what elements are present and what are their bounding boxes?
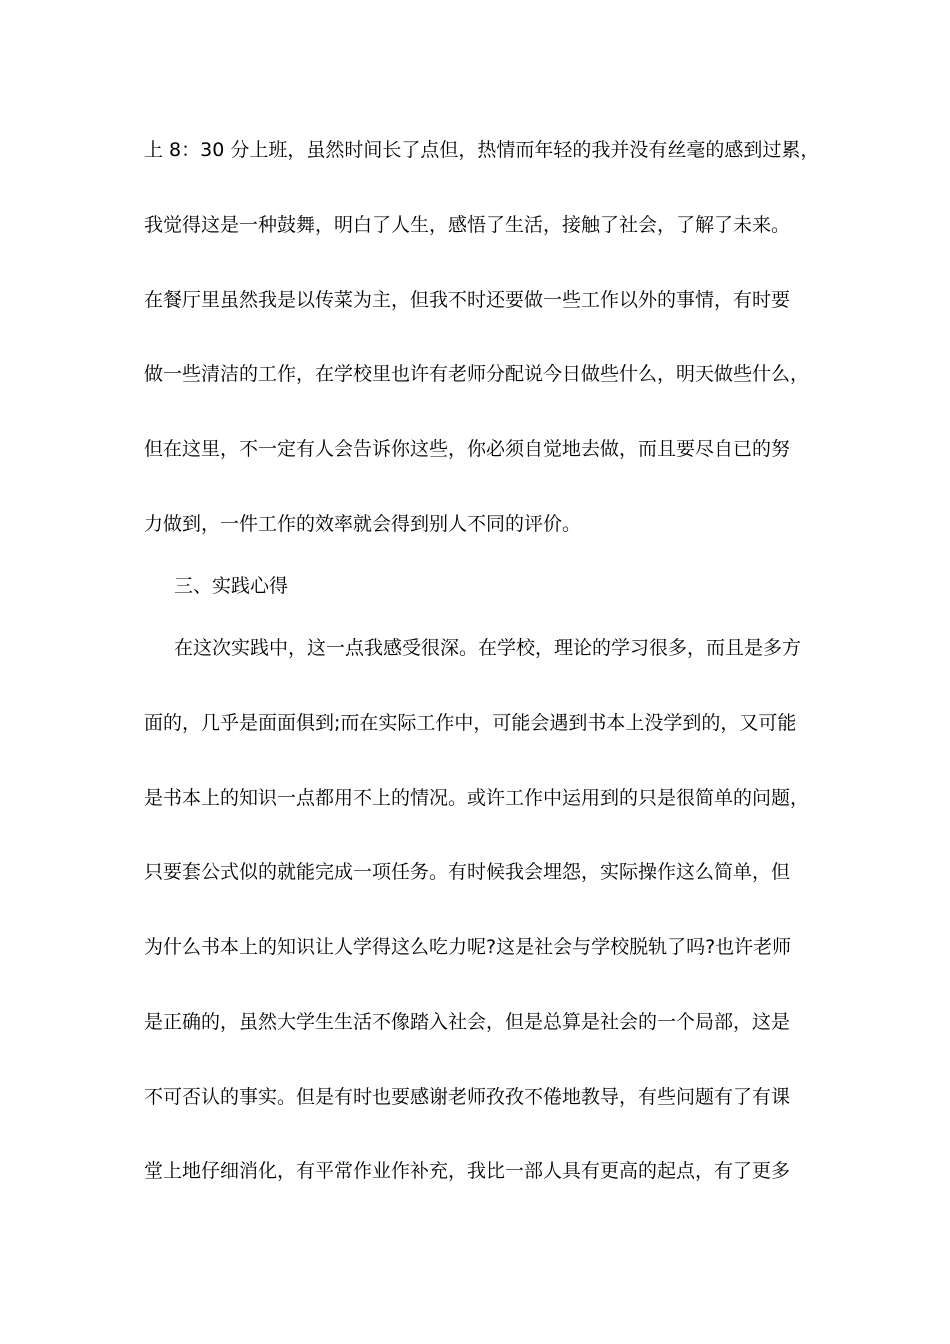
text-line-14: 不可否认的事实。但是有时也要感谢老师孜孜不倦地教导，有些问题有了有课 xyxy=(144,1086,791,1108)
text-line-15: 堂上地仔细消化，有平常作业作补充，我比一部人具有更高的起点，有了更多 xyxy=(144,1160,791,1182)
text-line-11: 只要套公式似的就能完成一项任务。有时候我会埋怨，实际操作这么简单，但 xyxy=(144,861,791,883)
text-line-4: 做一些清洁的工作，在学校里也许有老师分配说今日做些什么，明天做些什么， xyxy=(144,363,810,385)
text-line-5: 但在这里，不一定有人会告诉你这些，你必须自觉地去做，而且要尽自已的努 xyxy=(144,438,791,460)
text-line-10: 是书本上的知识一点都用不上的情况。或许工作中运用到的只是很简单的问题， xyxy=(144,787,810,809)
text-line-8: 在这次实践中，这一点我感受很深。在学校，理论的学习很多，而且是多方 xyxy=(174,637,802,659)
text-line-2: 我觉得这是一种鼓舞，明白了人生，感悟了生活，接触了社会，了解了未来。 xyxy=(144,214,791,236)
text-line-13: 是正确的，虽然大学生生活不像踏入社会，但是总算是社会的一个局部，这是 xyxy=(144,1011,791,1033)
text-line-12: 为什么书本上的知识让人学得这么吃力呢?这是社会与学校脱轨了吗?也许老师 xyxy=(144,936,792,958)
text-line-1: 上 8：30 分上班，虽然时间长了点但，热情而年轻的我并没有丝毫的感到过累， xyxy=(144,139,820,161)
text-line-3: 在餐厅里虽然我是以传菜为主，但我不时还要做一些工作以外的事情，有时要 xyxy=(144,289,791,311)
text-line-9: 面的，几乎是面面俱到;而在实际工作中，可能会遇到书本上没学到的，又可能 xyxy=(144,712,797,734)
text-line-6: 力做到，一件工作的效率就会得到别人不同的评价。 xyxy=(144,513,582,535)
section-heading: 三、实践心得 xyxy=(174,575,289,597)
